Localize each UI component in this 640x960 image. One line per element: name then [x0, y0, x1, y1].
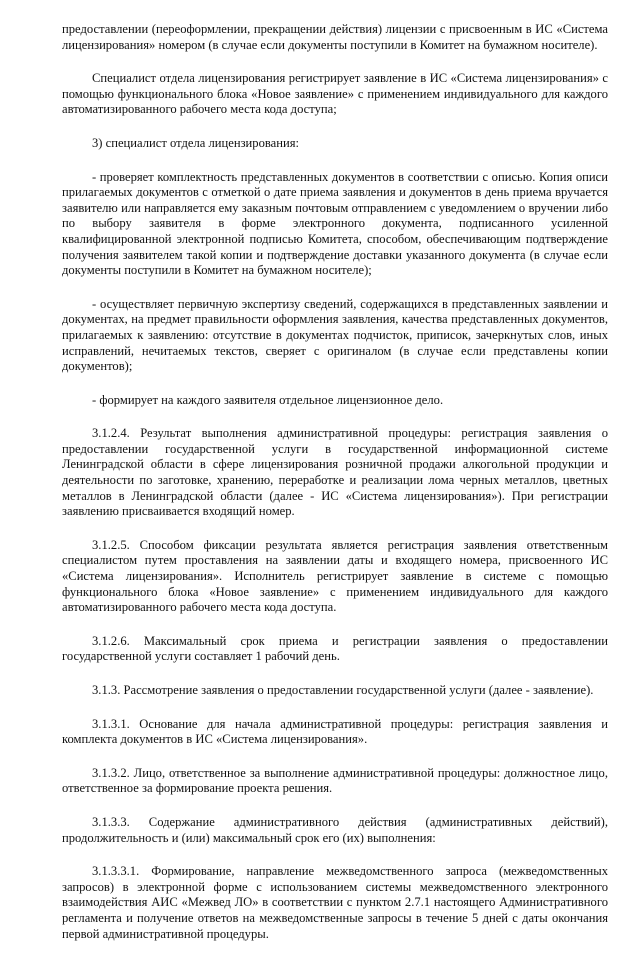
paragraph-3-1-3: 3.1.3. Рассмотрение заявления о предоставлении государственной услуги (далее - заявление).	[92, 683, 594, 697]
paragraph-3-1-2-4: 3.1.2.4. Результат выполнения административной процедуры: регистрация заявления о предоставлении государственной услуги в государственной информационной системе Ленинградской области в сфере лицензирования розничной продажи алкогольной продукции и деятельности по заготовке, хранению, переработке и реализации лома черных металлов, цветных металлов в Ленинградской области (далее - ИС «Система лицензирования»). При регистрации заявлению присваивается входящий номер.	[62, 426, 608, 519]
paragraph-registration: Специалист отдела лицензирования регистрирует заявление в ИС «Система лицензирования» с помощью функционального блока «Новое заявление» с применением индивидуального для каждого автоматизированного рабочего места кода доступа;	[62, 71, 608, 117]
paragraph-3-1-2-5: 3.1.2.5. Способом фиксации результата является регистрация заявления ответственным специалистом путем проставления на заявлении даты и входящего номера, присвоенного ИС «Система лицензирования». Исполнитель регистрирует заявление в системе с помощью функционального блока «Новое заявление» с применением индивидуального для каждого автоматизированного рабочего места кода доступа.	[62, 537, 608, 615]
paragraph-3-1-3-1: 3.1.3.1. Основание для начала административной процедуры: регистрация заявления и комплекта документов в ИС «Система лицензирования».	[62, 716, 608, 747]
paragraph-primary-expertise: - осуществляет первичную экспертизу сведений, содержащихся в представленных заявлении и документах, на предмет правильности оформления заявления, качества представленных документов, прилагаемых к заявлению: отсутствие в документах подчисток, приписок, зачеркнутых слов, иных исправлений, нечитаемых текстов, сверяет с оригиналом (в случае если представлены копии документов);	[62, 296, 608, 374]
paragraph-3-1-3-3-1: 3.1.3.3.1. Формирование, направление межведомственного запроса (межведомственных запросов) в электронной форме с использованием системы межведомственного электронного взаимодействия АИС «Межвед ЛО» в соответствии с пунктом 2.7.1 настоящего Административного регламента и получение ответов на межведомственные запросы в течение 5 дней с даты окончания первой административной процедуры.	[62, 864, 608, 941]
paragraph-step-3: 3) специалист отдела лицензирования:	[92, 135, 300, 150]
paragraph-check-completeness: - проверяет комплектность представленных документов в соответствии с описью. Копия описи прилагаемых документов с отметкой о дате приема заявления и документов в день приема вручается заявителю или направляется ему заказным почтовым отправлением с уведомлением о вручении либо по выбору заявителя в форме электронного документа, подписанного усиленной квалифицированной электронной подписью Комитета, способом, обеспечивающим подтверждение получения заявителем такой копии и подтверждение доставки указанного документа (в случае если документы поступили в Комитет на бумажном носителе);	[62, 169, 608, 278]
paragraph-continuation: предоставлении (переоформлении, прекращении действия) лицензии с присвоенным в ИС «Система лицензирования» номером (в случае если документы поступили в Комитет на бумажном носителе).	[62, 22, 608, 52]
paragraph-3-1-2-6: 3.1.2.6. Максимальный срок приема и регистрации заявления о предоставлении государственной услуги составляет 1 рабочий день.	[62, 633, 608, 664]
paragraph-3-1-3-2: 3.1.3.2. Лицо, ответственное за выполнение административной процедуры: должностное лицо, ответственное за формирование проекта решения.	[62, 765, 608, 796]
paragraph-license-file: - формирует на каждого заявителя отдельное лицензионное дело.	[92, 392, 444, 407]
paragraph-3-1-3-3: 3.1.3.3. Содержание административного действия (административных действий), продолжительность и (или) максимальный срок его (их) выполнения:	[62, 814, 608, 845]
document-page	[62, 22, 608, 960]
